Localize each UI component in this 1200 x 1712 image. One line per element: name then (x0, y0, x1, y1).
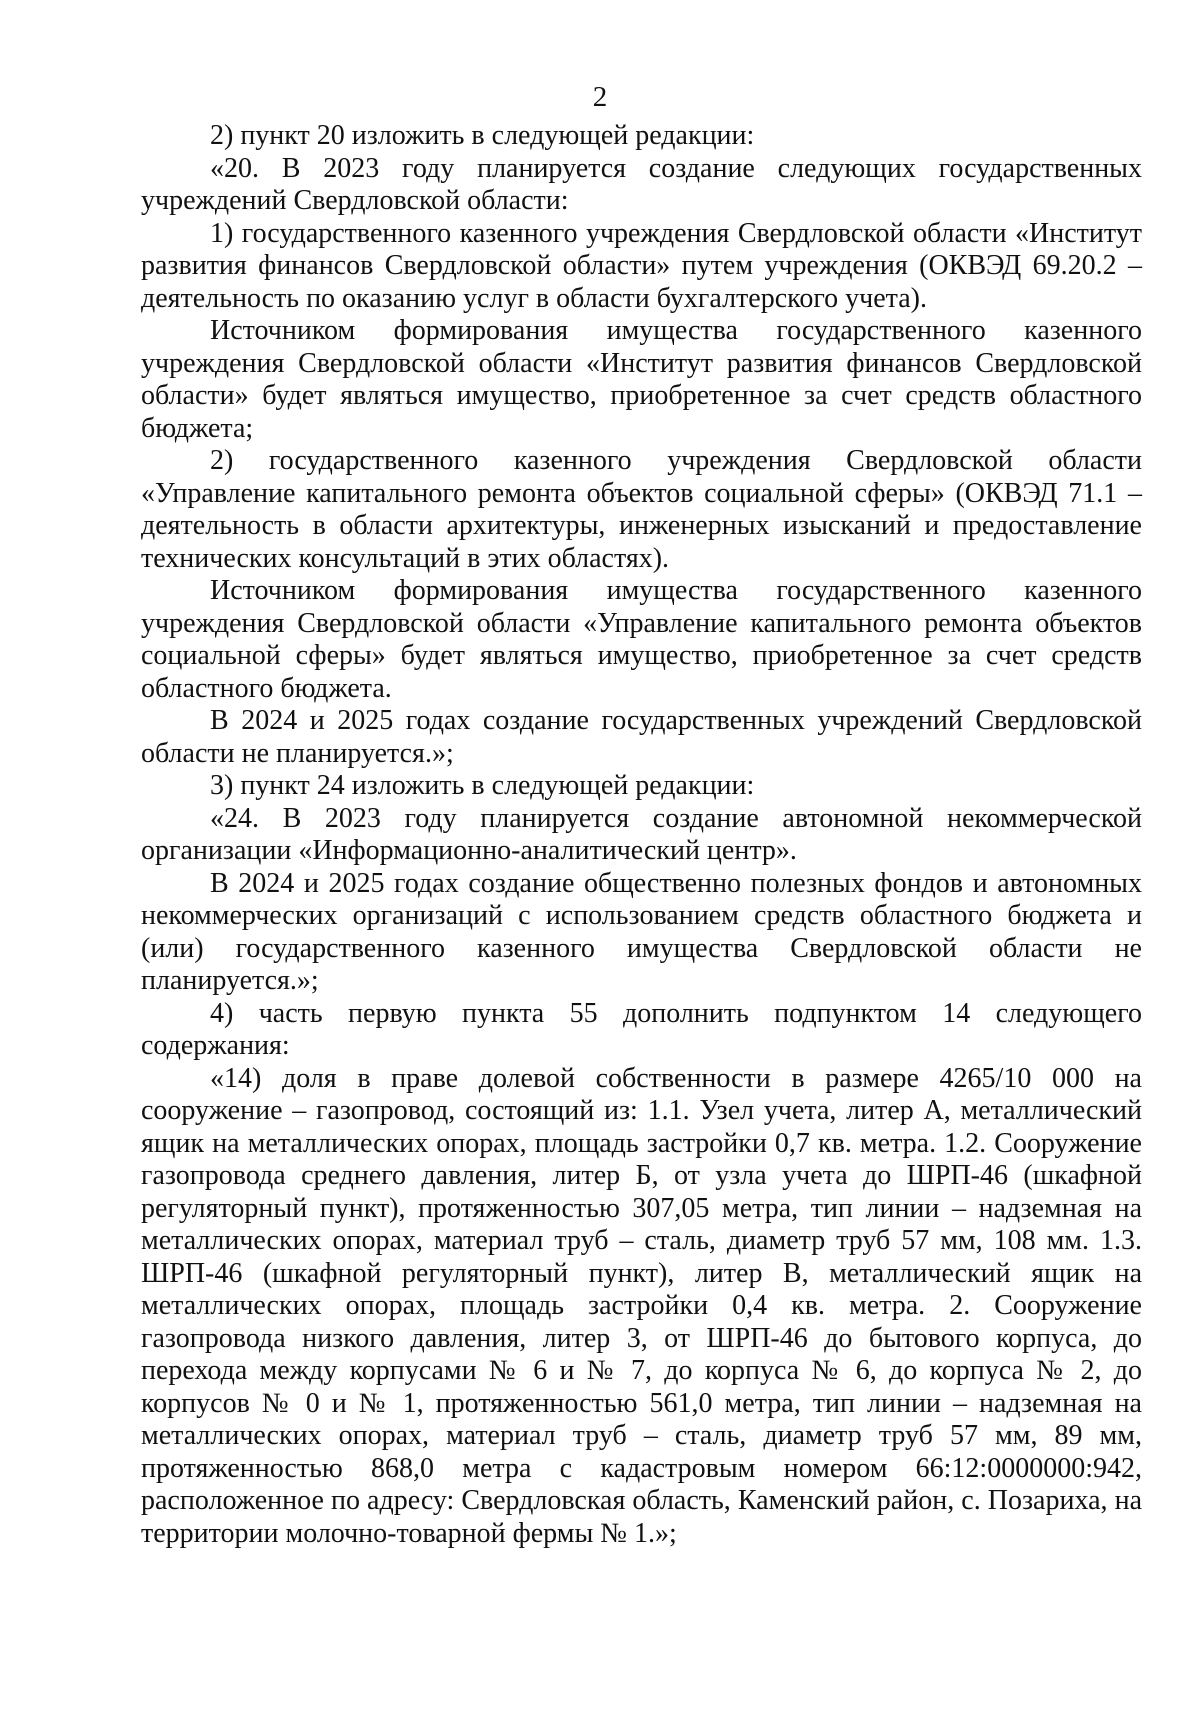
paragraph-2024-2025-funds: В 2024 и 2025 годах создание общественно полезных фондов и автономных некоммерческих организаций с использованием средств областного бюджета и (или) государственного казенного имущества Свердловской области не планируется.»; (141, 867, 1142, 996)
paragraph-item-4: 4) часть первую пункта 55 дополнить подпунктом 14 следующего содержания: (141, 997, 1142, 1061)
paragraph-capital-repair: 2) государственного казенного учреждения Свердловской области «Управление капитального ремонта объектов социальной сферы» (ОКВЭД 71.1 – деятельность в области архитектуры, инженерных изысканий и предоставление технических консультаций в этих областях). (141, 445, 1142, 574)
paragraph-institute-finance: 1) государственного казенного учреждения Свердловской области «Институт развития финансов Свердловской области» путем учреждения (ОКВЭД 69.20.2 – деятельность по оказанию услуг в области бухгалтерского учета). (141, 217, 1142, 314)
paragraph-source-property-1: Источником формирования имущества государственного казенного учреждения Свердловской области «Институт развития финансов Свердловской области» будет являться имущество, приобретенное за счет средств областного бюджета; (141, 315, 1142, 444)
paragraph-item-2: 2) пункт 20 изложить в следующей редакции: (210, 120, 755, 151)
paragraph-2024-2025-institutions: В 2024 и 2025 годах создание государственных учреждений Свердловской области не планируется.»; (141, 705, 1142, 769)
paragraph-source-property-2: Источником формирования имущества государственного казенного учреждения Свердловской области «Управление капитального ремонта объектов социальной сферы» будет являться имущество, приобретенное за счет средств областного бюджета. (141, 575, 1142, 704)
paragraph-point-20: «20. В 2023 году планируется создание следующих государственных учреждений Свердловской области: (141, 152, 1142, 216)
paragraph-point-24: «24. В 2023 году планируется создание автономной некоммерческой организации «Информационно-аналитический центр». (141, 802, 1142, 866)
page-number: 2 (592, 81, 608, 113)
document-body (141, 120, 1142, 1550)
paragraph-item-3: 3) пункт 24 изложить в следующей редакции: (210, 770, 755, 801)
paragraph-subpoint-14: «14) доля в праве долевой собственности в размере 4265/10 000 на сооружение – газопровод, состоящий из: 1.1. Узел учета, литер А, металлический ящик на металлических опорах, площадь застройки 0,7 кв. метра. 1.2. Сооружение газопровода среднего давления, литер Б, от узла учета до ШРП-46 (шкафной регуляторный пункт), протяженностью 307,05 метра, тип линии – надземная на металлических опорах, материал труб – сталь, диаметр труб 57 мм, 108 мм. 1.3. ШРП-46 (шкафной регуляторный пункт), литер В, металлический ящик на металлических опорах, площадь застройки 0,4 кв. метра. 2. Сооружение газопровода низкого давления, литер 3, от ШРП-46 до бытового корпуса, до перехода между корпусами № 6 и № 7, до корпуса № 6, до корпуса № 2, до корпусов № 0 и № 1, протяженностью 561,0 метра, тип линии – надземная на металлических опорах, материал труб – сталь, диаметр труб 57 мм, 89 мм, протяженностью 868,0 метра с кадастровым номером 66:12:0000000:942, расположенное по адресу: Свердловская область, Каменский район, с. Позариха, на территории молочно-товарной фермы № 1.»; (141, 1062, 1142, 1549)
